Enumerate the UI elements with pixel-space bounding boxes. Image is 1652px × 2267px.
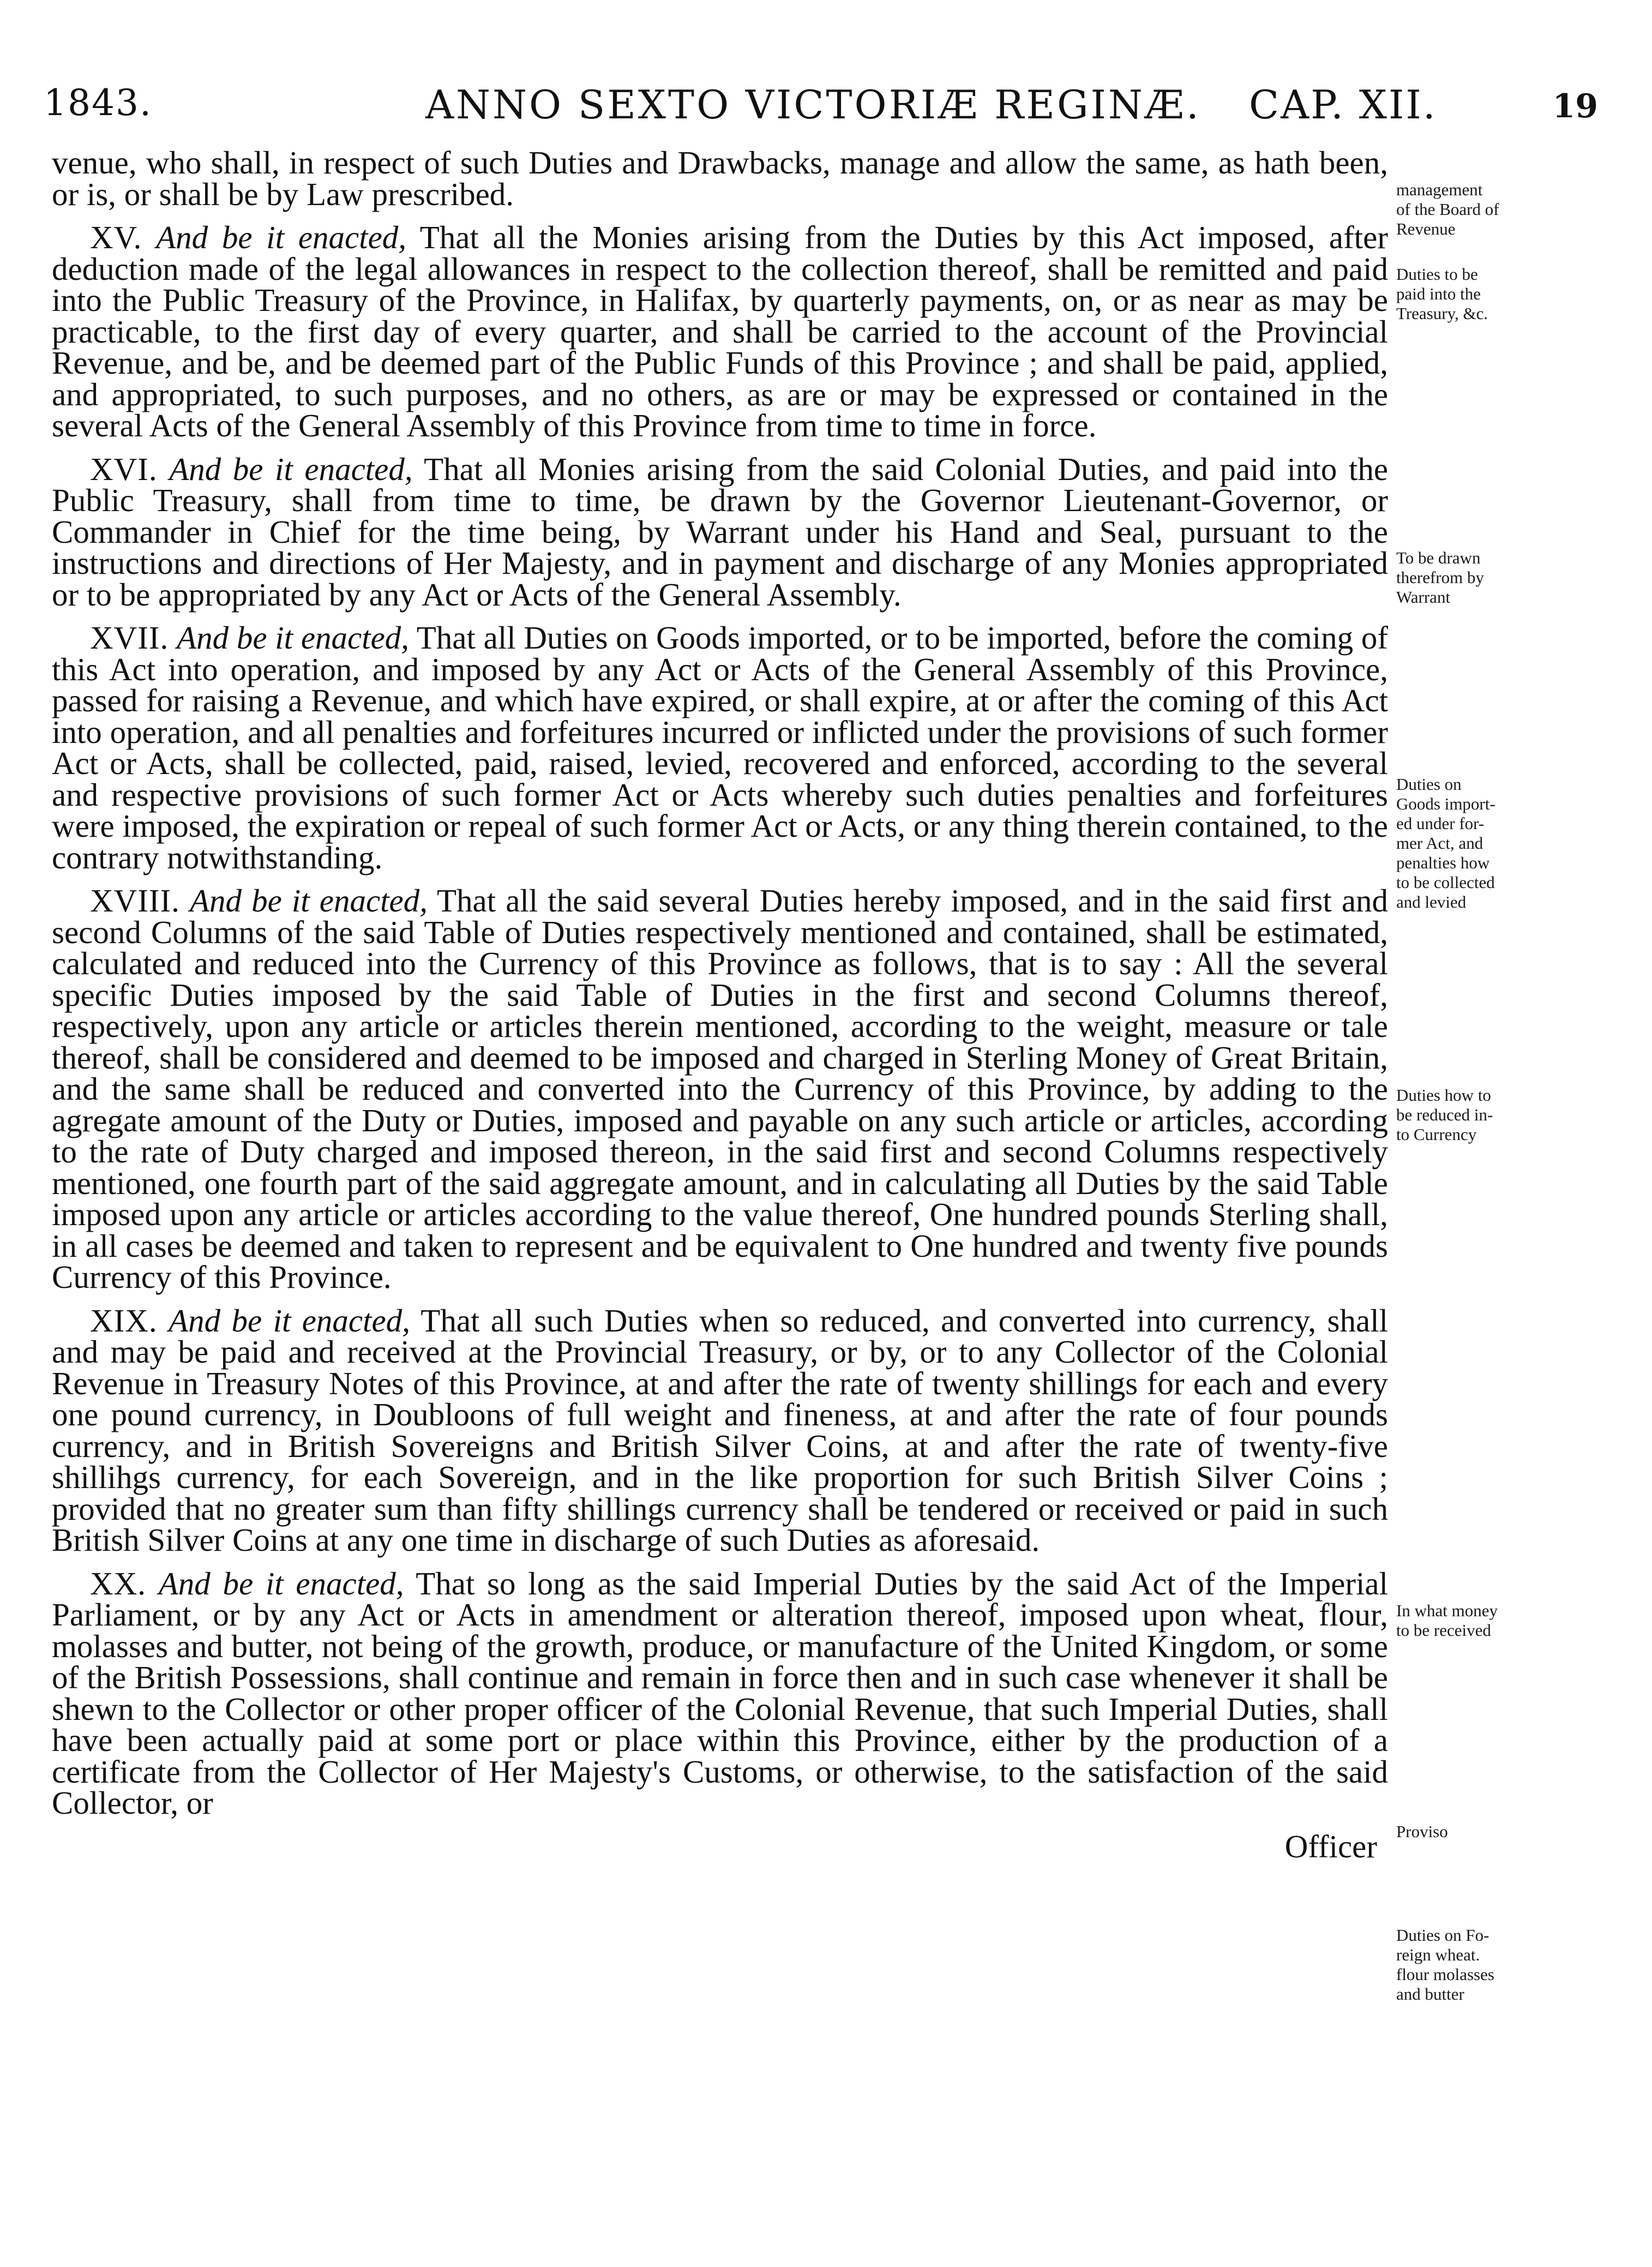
section-xv [52, 219, 1388, 443]
margin-note: To be drawn therefrom by Warrant [1396, 548, 1484, 607]
paragraph-continued [52, 147, 1388, 210]
margin-note: management of the Board of Revenue [1396, 180, 1499, 238]
paragraph-text: venue, who shall, in respect of such Duties and Drawbacks, manage and allow the same, as hath been, or is, or shall be by Law prescribed. [52, 147, 1388, 212]
enacting-clause: And be it enacted, [190, 883, 428, 919]
enacting-clause: And be it enacted, [169, 451, 413, 487]
paragraph-text: That all the said several Duties hereby imposed, and in the said first and second Columns of the said Table of Duties respectively mentioned and contained, shall be estimated, calculated and reduced into the Currency of this Province as follows, that is to say : All the several specific Duties imposed by the said Table of Duties in the first and second Columns thereof, respectively, upon any article or articles therein mentioned, according to the weight, measure or tale thereof, shall be considered and deemed to be imposed and charged in Sterling Money of Great Britain, and the same shall be reduced and converted into the Currency of this Province, by adding to the agregate amount of the Duty or Duties, imposed and payable on any such article or articles, according to the rate of Duty charged and imposed thereon, in the said first and second Columns respectively mentioned, one fourth part of the said aggregate amount, and in calculating all Duties by the said Table imposed upon any article or articles according to the value thereof, One hundred pounds Sterling shall, in all cases be deemed and taken to represent and be equivalent to One hundred and twenty five pounds Currency of this Province. [52, 883, 1388, 1295]
section-xx [52, 1565, 1388, 1821]
margin-note: Duties on Goods import- ed under for- mer Act, and penalties how to be collected and levied [1396, 775, 1495, 911]
paragraph-text: That all Monies arising from the said Colonial Duties, and paid into the Public Treasury, shall from time to time, be drawn by the Governor Lieutenant-Governor, or Commander in Chief for the time being, by Warrant under his Hand and Seal, pursuant to the instructions and directions of Her Majesty, and in payment and discharge of any Monies appropriated or to be appropriated by any Act or Acts of the General Assembly. [52, 451, 1388, 613]
margin-note: Duties how to be reduced in- to Currency [1396, 1085, 1493, 1144]
enacting-clause: And be it enacted, [156, 219, 407, 255]
section-number: XIX. [90, 1302, 158, 1339]
section-number: XV. [90, 219, 142, 255]
paragraph-text: That all the Monies arising from the Duties by this Act imposed, after deduction made of the legal allowances in respect to the collection thereof, shall be remitted and paid into the Public Treasury of the Province, in Halifax, by quarterly payments, on, or as near as may be practicable, to the first day of every quarter, and shall be carried to the account of the Provincial Revenue, and be, and be deemed part of the Public Funds of this Province ; and shall be paid, applied, and appropriated, to such purposes, and no others, as are or may be expressed or contained in the several Acts of the General Assembly of this Province from time to time in force. [52, 219, 1388, 443]
page-number: 19 [1552, 87, 1598, 125]
header-chapter: CAP. XII. [1249, 82, 1437, 128]
margin-note: Duties on Fo- reign wheat. flour molasses and butter [1396, 1926, 1494, 2004]
header-year: 1843. [44, 82, 152, 124]
margin-note: In what money to be received [1396, 1601, 1498, 1640]
catchword: Officer [1284, 1828, 1377, 1864]
paragraph-text: That so long as the said Imperial Duties by the said Act of the Imperial Parliament, or by any Act or Acts in amendment or alteration thereof, imposed upon wheat, flour, molasses and butter, not being of the growth, produce, or manufacture of the United Kingdom, or some of the British Possessions, shall continue and remain in force then and in such case whenever it shall be shewn to the Collector or other proper officer of the Colonial Revenue, that such Imperial Duties, shall have been actually paid at some port or place within this Province, either by the production of a certificate from the Collector of Her Majesty's Customs, or otherwise, to the satisfaction of the said Collector, or [52, 1565, 1388, 1821]
body-text [52, 147, 1388, 2253]
section-number: XVII. [90, 620, 169, 656]
header-title: ANNO SEXTO VICTORIÆ REGINÆ. [425, 82, 1201, 128]
section-xvi [52, 451, 1388, 613]
margin-note: Duties to be paid into the Treasury, &c. [1396, 265, 1488, 323]
enacting-clause: And be it enacted, [177, 620, 410, 656]
section-number: XX. [90, 1565, 146, 1602]
section-xix [52, 1302, 1388, 1558]
section-xviii [52, 885, 1388, 1293]
margin-notes [1396, 0, 1631, 2267]
margin-note: Proviso [1396, 1822, 1448, 1841]
section-number: XVIII. [90, 883, 180, 919]
enacting-clause: And be it enacted, [169, 1302, 410, 1339]
enacting-clause: And be it enacted, [158, 1565, 404, 1602]
paragraph-text: That all Duties on Goods imported, or to be imported, before the coming of this Act into operation, and imposed by any Act or Acts of the General Assembly of this Province, passed for raising a Revenue, and which have expired, or shall expire, at or after the coming of this Act into operation, and all penalties and forfeitures incurred or inflicted under the provisions of such former Act or Acts, shall be collected, paid, raised, levied, recovered and enforced, according to the several and respective provisions of such former Act or Acts whereby such duties penalties and forfeitures were imposed, the expiration or repeal of such former Act or Acts, or any thing therein contained, to the contrary notwithstanding. [52, 620, 1388, 875]
paragraph-text: That all such Duties when so reduced, and converted into currency, shall and may be paid and received at the Provincial Treasury, or by, or to any Collector of the Colonial Revenue in Treasury Notes of this Province, at and after the rate of twenty shillings for each and every one pound currency, in Doubloons of full weight and fineness, at and after the rate of four pounds currency, and in British Sovereigns and British Silver Coins, at and after the rate of twenty-five shillihgs currency, for each Sovereign, and in the like proportion for such British Silver Coins ; provided that no greater sum than fifty shillings currency shall be tendered or received or paid in such British Silver Coins at any one time in discharge of such Duties as aforesaid. [52, 1302, 1388, 1558]
section-number: XVI. [90, 451, 158, 487]
section-xvii [52, 622, 1388, 873]
